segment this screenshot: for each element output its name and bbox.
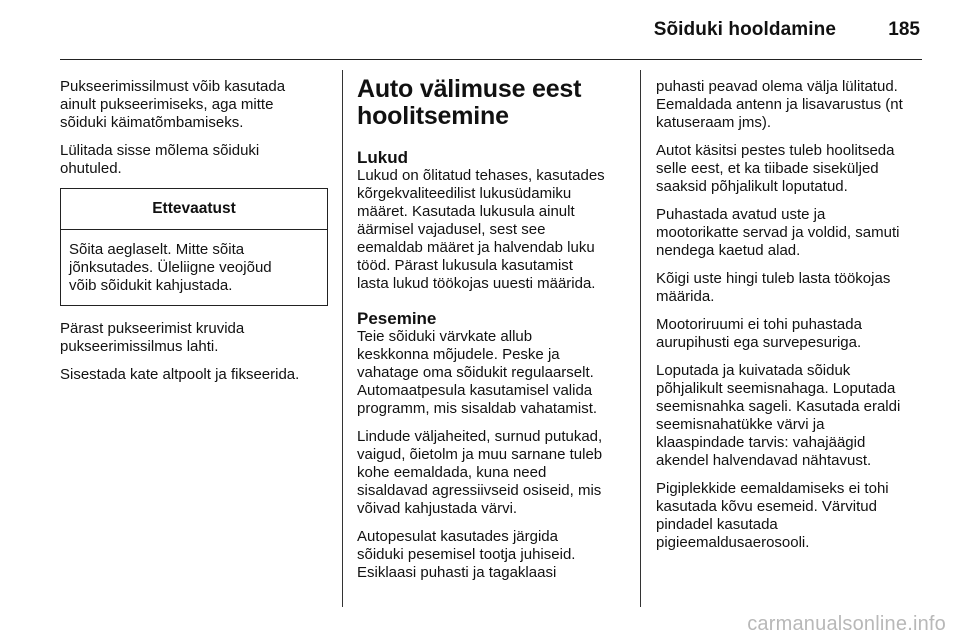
paragraph: Autopesulat kasutades järgida sõiduki pesemisel tootja juhiseid. Esiklaasi puhasti ja tagaklaasi [357,528,576,581]
paragraph: Pärast pukseerimist kruvida pukseerimissilmus lahti. [60,320,245,355]
paragraph: Autot käsitsi pestes tuleb hoolitseda selle eest, et ka tiibade siseküljed saaksid põhjalikult loputatud. [656,142,895,195]
subsection-title-locks: Lukud [357,148,408,167]
section-title: Auto välimuse eest hoolitsemine [357,75,582,130]
column-left [60,78,328,394]
paragraph: Puhastada avatud uste ja mootorikatte servad ja voldid, samuti nendega kaetud alad. [656,206,900,259]
column-divider-2 [640,70,641,607]
paragraph: Mootoriruumi ei tohi puhastada aurupihusti ega survepesuriga. [656,316,862,351]
paragraph: Pukseerimissilmust võib kasutada ainult pukseerimiseks, aga mitte sõiduki käimatõmbamiseks. [60,78,286,131]
column-divider-1 [342,70,343,607]
paragraph: Pigiplekkide eemaldamiseks ei tohi kasutada kõvu esemeid. Värvitud pindadel kasutada pigieemaldusaerosooli. [656,480,889,551]
header-divider [60,59,922,60]
paragraph: Lülitada sisse mõlema sõiduki ohutuled. [60,142,260,177]
watermark: carmanualsonline.info [747,613,946,635]
column-middle [357,75,627,592]
page-number: 185 [888,19,920,40]
paragraph: Kõigi uste hingi tuleb lasta töökojas määrida. [656,270,891,305]
paragraph: Loputada ja kuivatada sõiduk põhjalikult seemisnahaga. Loputada seemisnahka sageli. Kasutada eraldi seemisnahatükke värvi ja klaaspindade tarvis: vahajäägid akendel halvendavad nähtavust. [656,362,901,469]
paragraph: Sisestada kate altpoolt ja fikseerida. [60,366,300,383]
warning-box [60,188,328,306]
paragraph: Lukud on õlitatud tehases, kasutades kõrgekvaliteedilist lukusüdamiku määret. Kasutada lukusula ainult äärmisel vajadusel, sest see eemaldab määret ja halvendab luku tööd. Pärast lukusula kasutamist lasta lukud töökojas uuesti määrida. [357,167,605,292]
warning-title: Ettevaatust [61,189,327,230]
paragraph: Teie sõiduki värvkate allub keskkonna mõjudele. Peske ja vahatage oma sõidukit regulaarselt. Automaatpesula kasutamisel valida programm, mis sisaldab vahatamist. [357,328,598,417]
paragraph: puhasti peavad olema välja lülitatud. Eemaldada antenn ja lisavarustus (nt katuseraam jms). [656,78,903,131]
subsection-title-washing: Pesemine [357,309,437,328]
warning-text: Sõita aeglaselt. Mitte sõita jõnksutades. Üleliigne veojõud võib sõidukit kahjustada. [69,241,272,294]
chapter-title: Sõiduki hooldamine [653,19,836,40]
column-right [656,78,928,562]
page-header [0,0,960,58]
paragraph: Lindude väljaheited, surnud putukad, vaigud, õietolm ja muu sarnane tuleb kohe eemaldada, kuna need sisaldavad agressiivseid osiseid, mis võivad kahjustada värvi. [357,428,603,517]
